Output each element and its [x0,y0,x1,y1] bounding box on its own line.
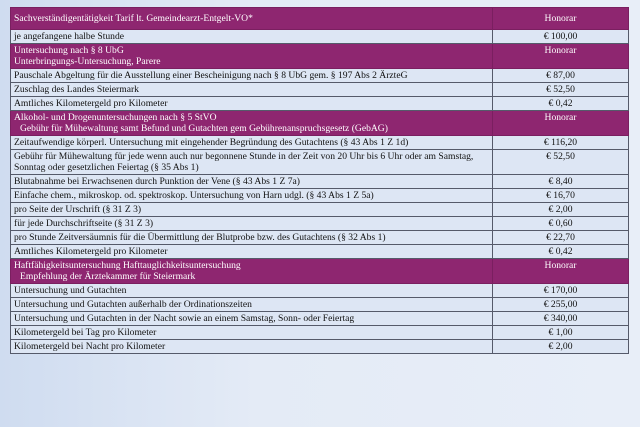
section3-title: Haftfähigkeitsuntersuchung Hafttauglichkeitsuntersuchung Empfehlung der Ärztekammer für Steiermark [11,259,493,284]
row-label: Zeitaufwendige körperl. Untersuchung mit eingehender Begründung des Gutachtens (§ 43 Abs 1 Z 1d) [11,136,493,150]
row-label: Pauschale Abgeltung für die Ausstellung einer Bescheinigung nach § 8 UbG gem. § 197 Abs 2 ÄrzteG [11,69,493,83]
section3-header-row [11,259,629,284]
row-label: Untersuchung und Gutachten in der Nacht sowie an einem Samstag, Sonn- oder Feiertag [11,312,493,326]
row-value: € 1,00 [493,326,629,340]
row-value: € 0,42 [493,97,629,111]
row-value: € 16,70 [493,189,629,203]
row-label: pro Stunde Zeitversäumnis für die Übermittlung der Blutprobe bzw. des Gutachtens (§ 32 Abs 1) [11,231,493,245]
row-value: € 52,50 [493,83,629,97]
row-value: € 340,00 [493,312,629,326]
table-row [11,284,629,298]
row-label: Kilometergeld bei Nacht pro Kilometer [11,340,493,354]
table-row [11,150,629,175]
table-row [11,217,629,231]
row-label: je angefangene halbe Stunde [11,30,493,44]
row-label: Kilometergeld bei Tag pro Kilometer [11,326,493,340]
row-label: pro Seite der Urschrift (§ 31 Z 3) [11,203,493,217]
table-row [11,69,629,83]
row-value: € 22,70 [493,231,629,245]
row-value: € 170,00 [493,284,629,298]
row-value: € 255,00 [493,298,629,312]
row-value: € 116,20 [493,136,629,150]
row-label: Untersuchung und Gutachten [11,284,493,298]
table-header-row [11,8,629,30]
row-label: Blutabnahme bei Erwachsenen durch Punktion der Vene (§ 43 Abs 1 Z 7a) [11,175,493,189]
row-label: Amtliches Kilometergeld pro Kilometer [11,245,493,259]
table-row [11,231,629,245]
fee-table [10,7,629,354]
table-row [11,326,629,340]
row-value: € 100,00 [493,30,629,44]
row-value: € 0,42 [493,245,629,259]
section1-title: Untersuchung nach § 8 UbG Unterbringungs-Untersuchung, Parere [11,44,493,69]
table-row [11,83,629,97]
section1-header-row [11,44,629,69]
table-row [11,97,629,111]
row-label: Amtliches Kilometergeld pro Kilometer [11,97,493,111]
row-label: Untersuchung und Gutachten außerhalb der Ordinationszeiten [11,298,493,312]
section2-title: Alkohol- und Drogenuntersuchungen nach § 5 StVO Gebühr für Mühewaltung samt Befund und Gutachten gem Gebührenanspruchsgesetz (GebAG) [11,111,493,136]
table-row [11,203,629,217]
row-value: € 87,00 [493,69,629,83]
row-label: Einfache chem., mikroskop. od. spektroskop. Untersuchung von Harn udgl. (§ 43 Abs 1 Z 5a) [11,189,493,203]
section3-honorar-label: Honorar [493,259,629,284]
table-row [11,298,629,312]
section2-honorar-label: Honorar [493,111,629,136]
row-label: Zuschlag des Landes Steiermark [11,83,493,97]
row-value: € 8,40 [493,175,629,189]
row-label: für jede Durchschriftseite (§ 31 Z 3) [11,217,493,231]
row-value: € 2,00 [493,340,629,354]
table-row [11,312,629,326]
table-row [11,245,629,259]
table-title: Sachverständigentätigkeit Tarif lt. Gemeindearzt-Entgelt-VO* [11,8,493,30]
row-label: Gebühr für Mühewaltung für jede wenn auch nur begonnene Stunde in der Zeit von 20 Uhr bis 6 Uhr oder am Samstag, Sonntag oder gesetzlichen Feiertag (§ 35 Abs 1) [11,150,493,175]
row-value: € 0,60 [493,217,629,231]
row-value: € 2,00 [493,203,629,217]
row-value: € 52,50 [493,150,629,175]
section2-header-row [11,111,629,136]
header-honorar-label: Honorar [493,8,629,30]
table-row [11,30,629,44]
section1-honorar-label: Honorar [493,44,629,69]
table-row [11,189,629,203]
table-row [11,175,629,189]
table-row [11,340,629,354]
table-row [11,136,629,150]
